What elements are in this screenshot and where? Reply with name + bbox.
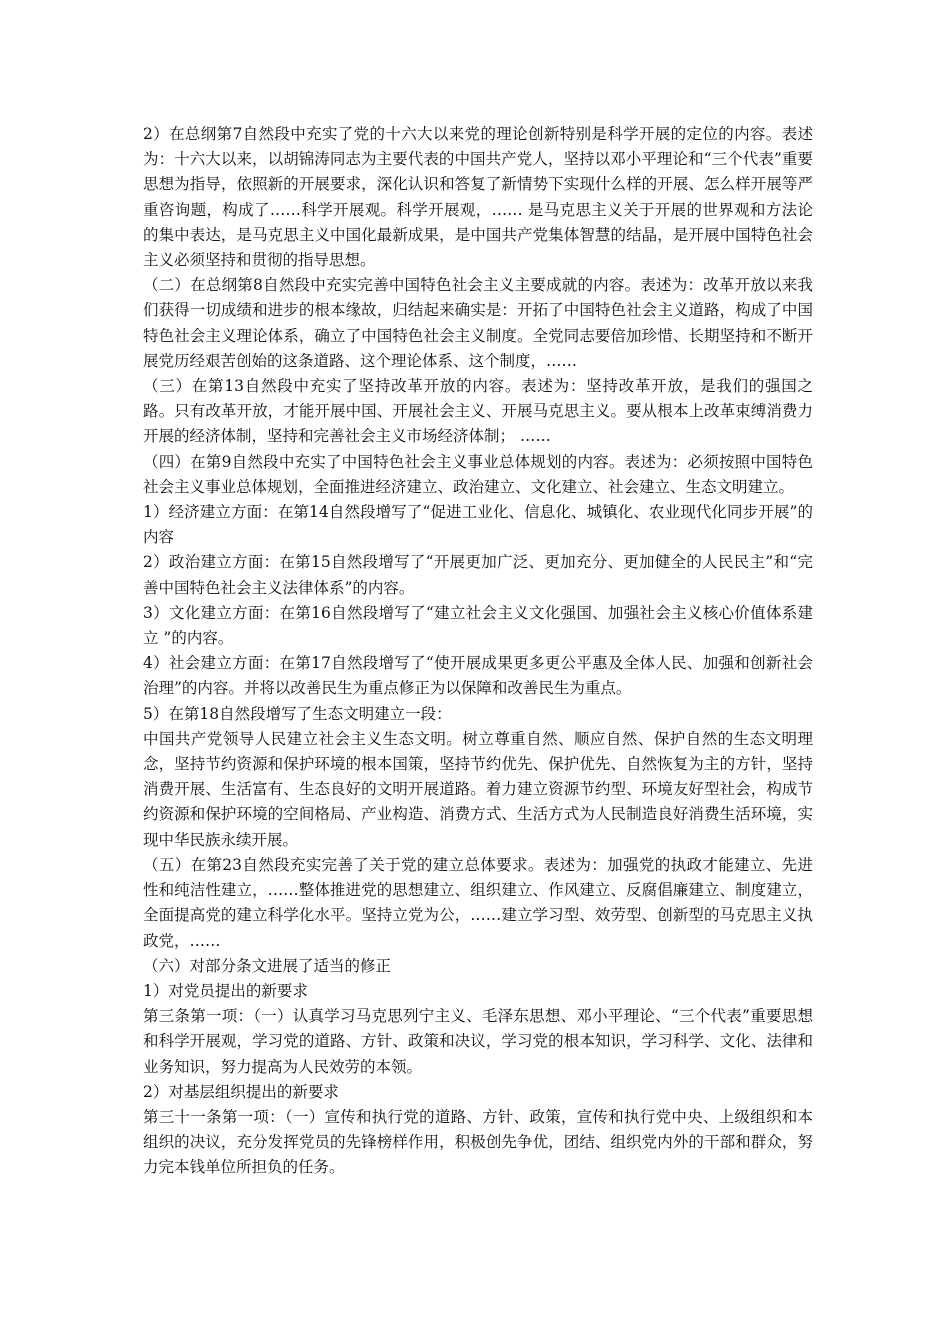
paragraph-cultural: 3）文化建立方面：在第16自然段增写了“建立社会主义文化强国、加强社会主义核心价值体系建立 ”的内容。 [143, 603, 813, 648]
paragraph-member-requirements-heading: 1）对党员提出的新要求 [143, 981, 308, 1000]
paragraph-social: 4）社会建立方面：在第17自然段增写了“使开展成果更多更公平惠及全体人民、加强和创新社会治理”的内容。并将以改善民生为重点修正为以保障和改善民生为重点。 [143, 654, 813, 698]
paragraph-section-4: （四）在第9自然段中充实了中国特色社会主义事业总体规划的内容。表述为：必须按照中国特色社会主义事业总体规划，全面推进经济建立、政治建立、文化建立、社会建立、生态文明建立。 [143, 452, 813, 496]
paragraph-section-2: （二）在总纲第8自然段中充实完善中国特色社会主义主要成就的内容。表述为：改革开放以来我们获得一切成绩和进步的根本缘故，归结起来确实是：开拓了中国特色社会主义道路，构成了中国特色社会主义理论体系，确立了中国特色社会主义制度。全党同志要倍加珍惜、长期坚持和不断开展党历经艰苦创始的这条道路、这个理论体系、这个制度，…… [143, 276, 813, 370]
paragraph-section-6: （六）对部分条文进展了适当的修正 [143, 956, 392, 975]
paragraph-political: 2）政治建立方面：在第15自然段增写了“开展更加广泛、更加充分、更加健全的人民民主”和“完善中国特色社会主义法律体系”的内容。 [143, 553, 813, 597]
paragraph-grassroots-heading: 2）对基层组织提出的新要求 [143, 1082, 339, 1101]
paragraph-ecological-body: 中国共产党领导人民建立社会主义生态文明。树立尊重自然、顺应自然、保护自然的生态文明理念，坚持节约资源和保护环境的根本国策，坚持节约优先、保护优先、自然恢复为主的方针，坚持消费开展、生活富有、生态良好的文明开展道路。着力建立资源节约型、环境友好型社会，构成节约资源和保护环境的空间格局、产业构造、消费方式、生活方式为人民制造良好消费生活环境，实现中华民族永续开展。 [143, 729, 813, 849]
paragraph-section-5: （五）在第23自然段充实完善了关于党的建立总体要求。表述为：加强党的执政才能建立、先进性和纯洁性建立，……整体推进党的思想建立、组织建立、作风建立、反腐倡廉建立、制度建立，全面提高党的建立科学化水平。坚持立党为公，……建立学习型、效劳型、创新型的马克思主义执政党，…… [143, 855, 813, 950]
paragraph-ecological-intro: 5）在第18自然段增写了生态文明建立一段： [143, 704, 452, 723]
paragraph-economic: 1）经济建立方面：在第14自然段增写了“促进工业化、信息化、城镇化、农业现代化同步开展”的内容 [143, 503, 813, 547]
document-body [143, 122, 813, 1181]
paragraph-article-3: 第三条第一项：（一）认真学习马克思列宁主义、毛泽东思想、邓小平理论、“三个代表”重要思想和科学开展观，学习党的道路、方针、政策和决议，学习党的根本知识，学习科学、文化、法律和业务知识，努力提高为人民效劳的本领。 [143, 1007, 813, 1076]
paragraph-section-3: （三）在第13自然段中充实了坚持改革开放的内容。表述为：坚持改革开放，是我们的强国之路。只有改革开放，才能开展中国、开展社会主义、开展马克思主义。要从根本上改革束缚消费力开展的经济体制，坚持和完善社会主义市场经济体制； …… [143, 377, 813, 446]
paragraph-2-theory-innovation: 2）在总纲第7自然段中充实了党的十六大以来党的理论创新特别是科学开展的定位的内容。表述为：十六大以来，以胡锦涛同志为主要代表的中国共产党人，坚持以邓小平理论和“三个代表”重要思想为指导，依照新的开展要求，深化认识和答复了新情势下实现什么样的开展、怎么样开展等严重咨询题，构成了……科学开展观。科学开展观，…… 是马克思主义关于开展的世界观和方法论的集中表达，是马克思主义中国化最新成果，是中国共产党集体智慧的结晶，是开展中国特色社会主义必须坚持和贯彻的指导思想。 [143, 125, 813, 270]
paragraph-article-31: 第三十一条第一项：（一）宣传和执行党的道路、方针、政策，宣传和执行党中央、上级组织和本组织的决议，充分发挥党员的先锋榜样作用，积极创先争优，团结、组织党内外的干部和群众，努力完本钱单位所担负的任务。 [143, 1107, 813, 1177]
